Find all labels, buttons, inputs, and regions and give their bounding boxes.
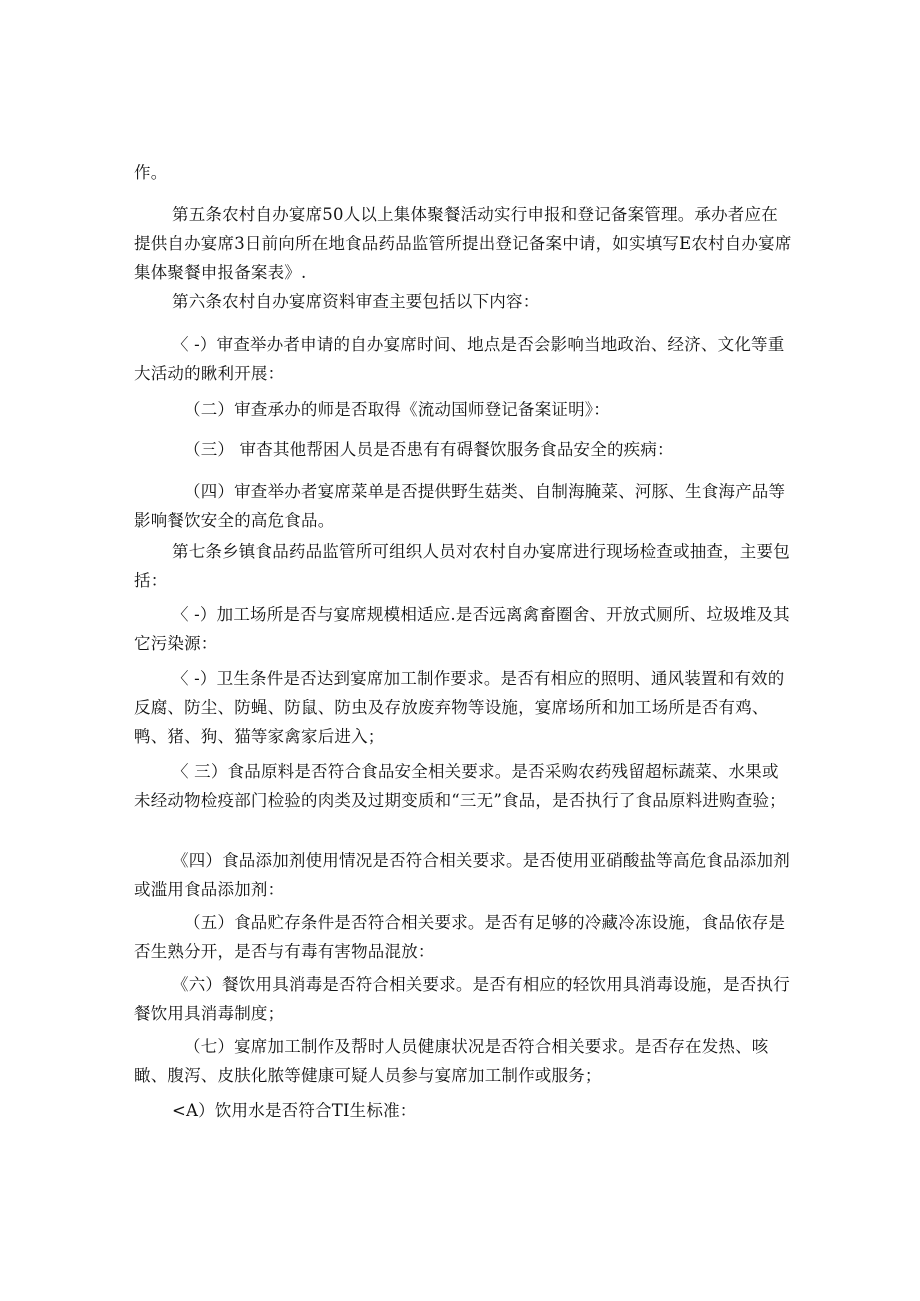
paragraph-item-7-2: 〈 -）卫生条件是否达到宴席加工制作要求。是否有相应的照明、通风装置和有效的反腐、防尘、防蝇、防鼠、防虫及存放废弃物等设施，宴席场所和加工场所是否有鸡、鸭、猪、狗、猫等家禽家后进入； [134, 669, 785, 746]
paragraph-item-6-3: （三） 审杳其他帮困人员是否患有有碍餐饮服务食品安全的疾病： [184, 440, 674, 459]
paragraph-continuation: 作。 [134, 163, 168, 182]
paragraph-item-6-1: 〈 -）审查举办者申请的自办宴席时间、地点是否会影响当地政治、经济、文化等重大活动的瞅利开展： [134, 335, 785, 383]
paragraph-article-7: 第七条乡镇食品药品监管所可组织人员对农村自办宴席进行现场检查或抽查，主要包括： [134, 542, 790, 590]
paragraph-item-7-6: 《六）餐饮用具消毒是否符合相关要求。是否有相应的轻饮用具消毒设施，是否执行餐饮用具消毒制度； [134, 975, 790, 1023]
paragraph-article-6: 第六条农村自办宴席资料审查主要包括以下内容： [172, 292, 540, 311]
paragraph-item-6-4: （四）审查举办者宴席菜单是否提供野生菇类、自制海腌菜、河豚、生食海产品等影响餐饮安全的高危食品。 [134, 482, 786, 530]
paragraph-item-7-1: 〈 -）加工场所是否与宴席规模相适应.是否远离禽畜圈舍、开放式厕所、垃圾堆及其它污染源： [134, 605, 790, 653]
paragraph-item-7-4: 《四）食品添加剂使用情况是否符合相关要求。是否使用亚硝酸盐等高危食品添加剂或滥用食品添加剂： [134, 851, 790, 899]
paragraph-item-7-3: 〈 三）食品原料是否符合食品安全相关要求。是否采购农药残留超标蔬菜、水果或未经动物检疫部门检验的肉类及过期变质和“三无”食品，是否执行了食品原料进购查验； [134, 762, 786, 810]
paragraph-article-5: 第五条农村自办宴席50人以上集体聚餐活动实行申报和登记备案管理。承办者应在提供自办宴席3日前向所在地食品药品监管所提出登记备案中请，如实填写E农村自办宴席集体聚餐申报备案表》. [134, 205, 792, 282]
paragraph-item-7-8: <A）饮用水是否符合TI生标准： [172, 1101, 417, 1120]
paragraph-item-6-2: （二）审查承办的师是否取得《流动国师登记备案证明》： [184, 400, 610, 419]
paragraph-item-7-7: （七）宴席加工制作及帮时人员健康状况是否符合相关要求。是否存在发热、咳瞰、腹泻、皮肤化脓等健康可疑人员参与宴席加工制作或服务； [134, 1037, 769, 1085]
paragraph-item-7-5: （五）食品贮存条件是否符合相关要求。是否有足够的冷藏冷冻设施，食品依存是否生熟分开，是否与有毒有害物品混放： [134, 913, 786, 961]
